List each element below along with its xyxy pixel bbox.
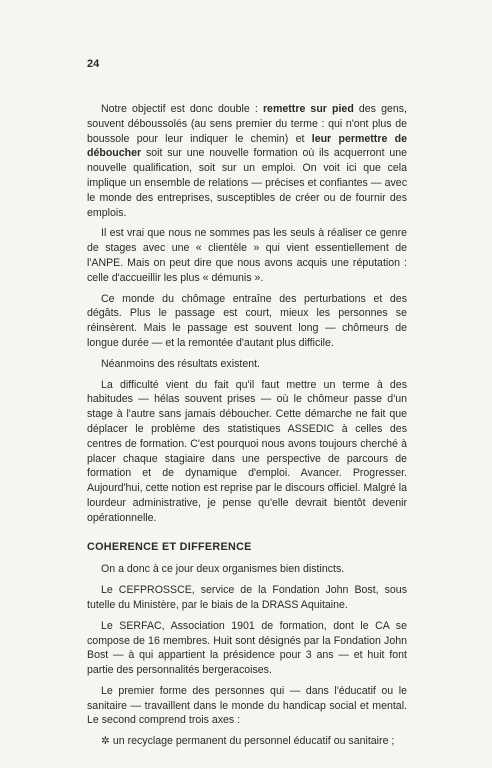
- bullet-text: un recyclage permanent du personnel éducatif ou sanitaire ;: [112, 735, 395, 748]
- bullet-icon: ✲: [101, 735, 110, 748]
- p1-text-3: soit sur une nouvelle formation où ils acquerront une nouvelle qualification, soit sur un emploi. On voit ici que cela implique un ensemble de relations — précises et confiantes — avec le monde des entreprises, susceptibles de créer ou de fournir des emplois.: [87, 147, 407, 219]
- paragraph-difficulte: La difficulté vient du fait qu'il faut mettre un terme à des habitudes — hélas souvent prises — où le chômeur passe d'un stage à l'autre sans jamais déboucher. Cette démarche ne fait que déplacer le problème des statistiques ASSEDIC à celles des centres de formation. C'est pourquoi nous avons toujours cherché à placer chaque stagiaire dans une perspective de parcours de formation et de dynamique d'emploi. Avancer. Progresser. Aujourd'hui, cette notion est reprise par le discours officiel. Malgré la lourdeur administrative, je pense qu'elle devrait bientôt devenir opérationnelle.: [87, 378, 407, 524]
- paragraph-resultats: Néanmoins des résultats existent.: [101, 357, 260, 370]
- page-number: 24: [87, 58, 100, 70]
- paragraph-objectif: [87, 102, 407, 220]
- paragraph-premier-forme: Le premier forme des personnes qui — dans l'éducatif ou le sanitaire — travaillent dans le monde du handicap social et mental. Le second comprend trois axes :: [87, 684, 407, 727]
- body-text: [87, 102, 407, 755]
- paragraph-anpe: Il est vrai que nous ne sommes pas les seuls à réaliser ce genre de stages avec une « clientèle » qui vient essentiellement de l'ANPE. Mais on peut dire que nous avons acquis une réputation : celle d'accueillir les plus « démunis ».: [87, 227, 407, 284]
- paragraph-organismes: On a donc à ce jour deux organismes bien distincts.: [101, 563, 345, 576]
- paragraph-cefprossce: Le CEFPROSSCE, service de la Fondation John Bost, sous tutelle du Ministère, par le biais de la DRASS Aquitaine.: [87, 584, 407, 611]
- paragraph-serfac: Le SERFAC, Association 1901 de formation, dont le CA se compose de 16 membres. Huit sont désignés par la Fondation John Bost — à qui appartient la présidence pour 3 ans — et huit font partie des personnalités bergeracoises.: [87, 619, 407, 677]
- p1-bold-1: remettre sur pied: [262, 103, 354, 115]
- section-heading: COHERENCE ET DIFFERENCE: [87, 540, 252, 553]
- bullet-item: [87, 734, 407, 749]
- p1-text-1: Notre objectif est donc double :: [101, 103, 263, 115]
- paragraph-chomage: Ce monde du chômage entraîne des perturbations et des dégâts. Plus le passage est court, mieux les personnes se réinsèrent. Mais le passage est souvent long — chômeurs de longue durée — et la remontée d'autant plus difficile.: [87, 292, 407, 349]
- p1-text-2: des gens, souvent déboussolés (au sens premier du terme : qui n'ont plus de boussole pour leur indiquer le chemin) et: [87, 103, 407, 145]
- p1-bold-2: leur permettre de déboucher: [87, 132, 407, 160]
